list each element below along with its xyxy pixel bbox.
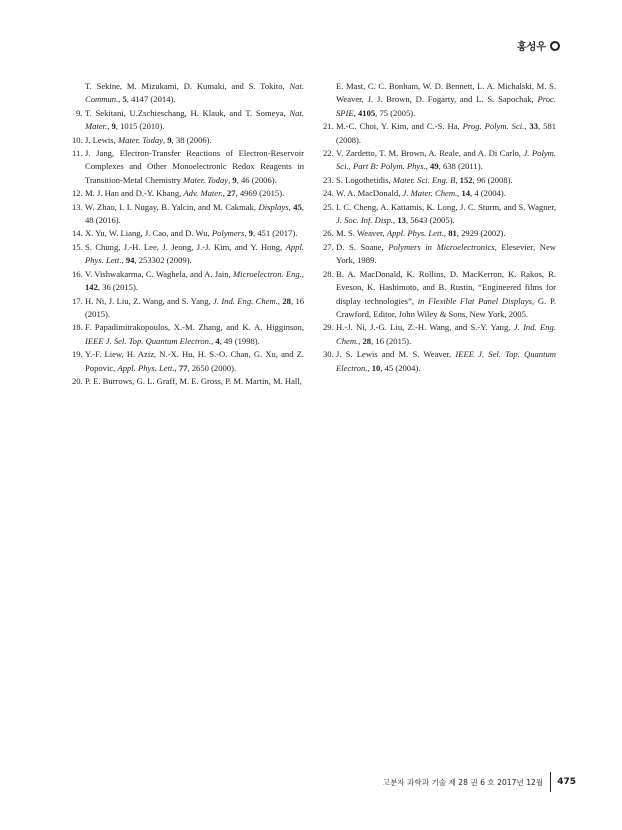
reference-text: , [244,228,249,239]
reference-text: B. A. MacDonald, K. Rollins, D. MacKerron, K. Rakos, R. Eveson, K. Hashimoto, and B. Rustin, “Engineered films for display technologies”, [336,268,556,306]
reference-entry [72,227,304,240]
reference-number: 29. [323,322,334,333]
reference-volume: 14 [461,188,471,199]
reference-text: T. Sekitani, U.Zschieschang, H. Klauk, and T. Someya, [85,107,290,118]
running-header [517,38,560,53]
reference-volume: 28 [282,295,291,306]
reference-text: , [524,121,530,132]
reference-entry [323,187,556,200]
reference-text: , 451 (2017). [252,228,298,239]
reference-text: , [358,335,363,346]
reference-text: , 46 (2006). [236,174,277,185]
reference-journal: J. Soc. Inf. Disp. [336,215,394,226]
reference-text: , [163,134,168,145]
reference-text: , Elesevier, New York, 1989. [336,241,556,266]
reference-text: , 1015 (2010). [115,121,165,132]
reference-entry [72,241,304,268]
reference-entry [323,348,556,375]
reference-entry [323,321,556,348]
reference-text: , [425,161,431,172]
reference-volume: 77 [178,362,188,373]
reference-text: , [367,362,372,373]
reference-volume: 4 [215,335,220,346]
reference-text: X. Yu, W. Liang, J. Cao, and D. Wu, [85,228,212,239]
reference-journal: Mater. Today [117,134,163,145]
reference-text: J. S. Lewis and M. S. Weaver, [336,349,456,360]
reference-text: V. Vishwakarma, C. Waghela, and A. Jain, [85,268,233,279]
reference-volume: 9 [248,228,253,239]
reference-entry [72,134,304,147]
reference-volume: 152 [459,174,473,185]
reference-text: , [211,335,216,346]
reference-text: , 75 (2005). [375,107,416,118]
reference-text: , [288,201,294,212]
reference-volume: 94 [125,255,135,266]
reference-number: 27. [323,241,334,252]
reference-journal: in Flexible Flat Panel Displays [417,295,532,306]
reference-journal: J. Ind. Eng. Chem. [336,322,557,346]
reference-journal: J. Polym. Sci., Part B: Polym. Phys. [336,148,556,172]
reference-journal: Prog. Polym. Sci. [462,121,525,132]
reference-volume: 10 [371,362,381,373]
reference-number: 21. [323,121,334,132]
reference-entry [72,107,304,134]
reference-number: 19. [72,349,83,360]
reference-text: , 16 (2015). [85,295,305,319]
reference-volume: 9 [167,134,172,145]
reference-journal: Polymers [211,228,245,239]
reference-volume: 45 [293,201,302,212]
reference-text: , 2650 (2000). [187,362,237,373]
reference-text: J. Jang, Electron-Transfer Reactions of Electron-Reservoir Complexes and Other Monoelectronic Redox Reagents in Transition-Metal Chemistry [85,148,304,185]
reference-text: , 581 (2008). [336,121,557,145]
reference-text: , 48 (2016). [85,201,305,226]
reference-text: , 4147 (2014). [126,94,176,105]
reference-volume: 9 [111,121,116,132]
reference-text: , [107,121,112,132]
reference-volume: 28 [362,335,372,346]
reference-volume: 27 [226,188,236,199]
reference-text: M. J. Han and D.-Y. Khang, [85,188,184,199]
reference-entry [323,241,556,268]
reference-text: J. Lewis, [85,134,118,145]
reference-volume: 5 [122,94,127,105]
reference-entry [323,227,556,240]
reference-text: I. C. Cheng, A. Kattamis, K. Long, J. C. Sturm, and S. Wagner, [336,201,556,212]
footer-journal: 고분자 과학과 기술 제 28 권 6 호 2017년 12월 [382,777,544,787]
reference-entry [323,80,556,120]
reference-entry [323,174,556,187]
reference-text: , 38 (2006). [171,134,212,145]
reference-text: V. Zardetto, T. M. Brown, A. Reale, and A. Di Carlo, [336,148,524,159]
reference-text: H. Ni, J. Liu, Z. Wang, and S. Yang, [85,295,213,306]
reference-journal: Nat. Commun. [85,81,304,105]
reference-number: 11. [72,148,83,159]
reference-journal: Microelectron. Eng. [232,268,302,279]
reference-journal: Polymers in Microelectronics [388,241,495,252]
reference-entry [72,201,304,228]
reference-text: , G. P. Crawford, Editor, John Wiley & Sons, New York, 2005. [336,295,556,319]
reference-volume: 33 [529,121,539,132]
reference-text: , [228,174,233,185]
reference-entry [323,201,556,228]
reference-text: , 638 (2011). [438,161,483,172]
reference-journal: Mater. Sci. Eng. B [392,174,456,185]
reference-text: W. Zhao, I. I. Nugay, B. Yalcin, and M. Cakmak, [85,201,259,212]
reference-text: , [443,228,449,239]
reference-entry [323,120,556,147]
reference-number: 12. [72,188,83,199]
reference-journal: IEEE J. Sel. Top. Quantum Electron. [85,335,212,346]
reference-text: W. A. MacDonald, [336,188,403,199]
reference-entry [323,268,556,322]
reference-text: , 49 (1998). [219,335,260,346]
reference-journal: Adv. Mater. [183,188,223,199]
reference-number: 30. [323,349,334,360]
reference-text: , 16 (2015). [371,335,412,346]
reference-journal: IEEE J. Sel. Top. Quantum Electron. [336,349,556,373]
reference-volume: 142 [85,282,98,293]
reference-number: 16. [72,268,83,279]
reference-text: F. Papadimitrakopoulos, X.-M. Zhang, and K. A. Higginson, [85,322,304,333]
reference-volume: 81 [448,228,457,239]
reference-volume: 9 [232,174,237,185]
reference-text: S. Chung, J.-H. Lee, J. Jeong, J.-J. Kim, and Y. Hong, [85,241,286,252]
reference-journal: Proc. SPIE [336,94,556,118]
reference-number: 26. [323,228,334,239]
reference-entry [72,268,304,295]
reference-text: , 96 (2008). [472,174,513,185]
reference-number: 22. [323,148,334,159]
references-left-column [72,80,304,388]
reference-text: , 4969 (2015). [235,188,285,199]
reference-text: , 5643 (2005). [405,215,455,226]
reference-number: 23. [323,174,334,185]
reference-journal: Mater. Today [183,174,229,185]
reference-text: , 2929 (2002). [456,228,506,239]
reference-number: 28. [323,268,334,279]
reference-text: , [457,188,462,199]
reference-text: Y.-F. Liew, H. Aziz, N.-X. Hu, H. S.-O. Chan, G. Xu, and Z. Popovic, [85,349,304,373]
reference-entry [72,295,304,322]
reference-text: , 253302 (2009). [134,255,192,266]
footer-divider [550,772,551,792]
reference-number: 24. [323,188,334,199]
reference-text: , [277,295,283,306]
reference-text: , [121,255,126,266]
reference-number: 13. [72,201,83,212]
reference-text: , 36 (2015). [97,282,138,293]
reference-entry [72,348,304,375]
reference-text: P. E. Burrows, G. L. Graff, M. E. Gross, P. M. Martin, M. Hall, [85,375,302,386]
reference-text: E. Mast, C. C. Bonham, W. D. Bennett, L. A. Michalski, M. S. Weaver, J. J. Brown, D. Fogarty, and L. S. Sapochak, [336,81,556,105]
reference-journal: J. Mater. Chem. [402,188,458,199]
reference-volume: 13 [397,215,406,226]
reference-entry [72,321,304,348]
reference-number: 20. [72,375,83,386]
page-number: 475 [557,777,576,787]
reference-number: 15. [72,241,83,252]
reference-journal: Appl. Phys. Lett. [386,228,444,239]
reference-entry [72,187,304,200]
reference-text: M. S. Weaver, [336,228,387,239]
reference-text: , [393,215,398,226]
reference-number: 18. [72,322,83,333]
reference-text: , 4 (2004). [470,188,506,199]
reference-text: , [222,188,227,199]
reference-number: 14. [72,228,83,239]
reference-number: 9. [76,107,83,118]
reference-text: S. Logothetidis, [336,174,393,185]
reference-text: , [118,94,123,105]
reference-volume: 49 [430,161,439,172]
reference-journal: Appl. Phys. Lett. [85,241,304,266]
reference-journal: J. Ind. Eng. Chem. [213,295,278,306]
reference-entry [72,147,304,187]
header-author: 홍성우 [517,42,546,53]
reference-entry [323,147,556,174]
reference-entry [72,80,304,107]
reference-text: , [353,107,358,118]
reference-journal: Displays [258,201,289,212]
reference-text: , [455,174,460,185]
reference-text: , [301,268,304,279]
reference-text: , [174,362,179,373]
reference-entry [72,375,304,388]
reference-text: M.-C. Choi, Y. Kim, and C.-S. Ha, [336,121,463,132]
reference-number: 10. [72,134,83,145]
reference-journal: Appl. Phys. Lett. [117,362,175,373]
reference-text: , 45 (2004). [380,362,421,373]
reference-number: 25. [323,201,334,212]
reference-text: T. Sekine, M. Mizukami, D. Kumaki, and S. Tokito, [85,81,290,91]
reference-text: H.-J. Ni, J.-G. Liu, Z.-H. Wang, and S.-Y. Yang, [336,322,514,333]
reference-volume: 4105 [357,107,376,118]
reference-journal: Nat. Mater. [85,107,304,132]
circle-icon [550,41,560,51]
page-footer [383,772,576,792]
reference-text: D. S. Soane, [336,241,389,252]
references-right-column [323,80,556,375]
reference-number: 17. [72,295,83,306]
